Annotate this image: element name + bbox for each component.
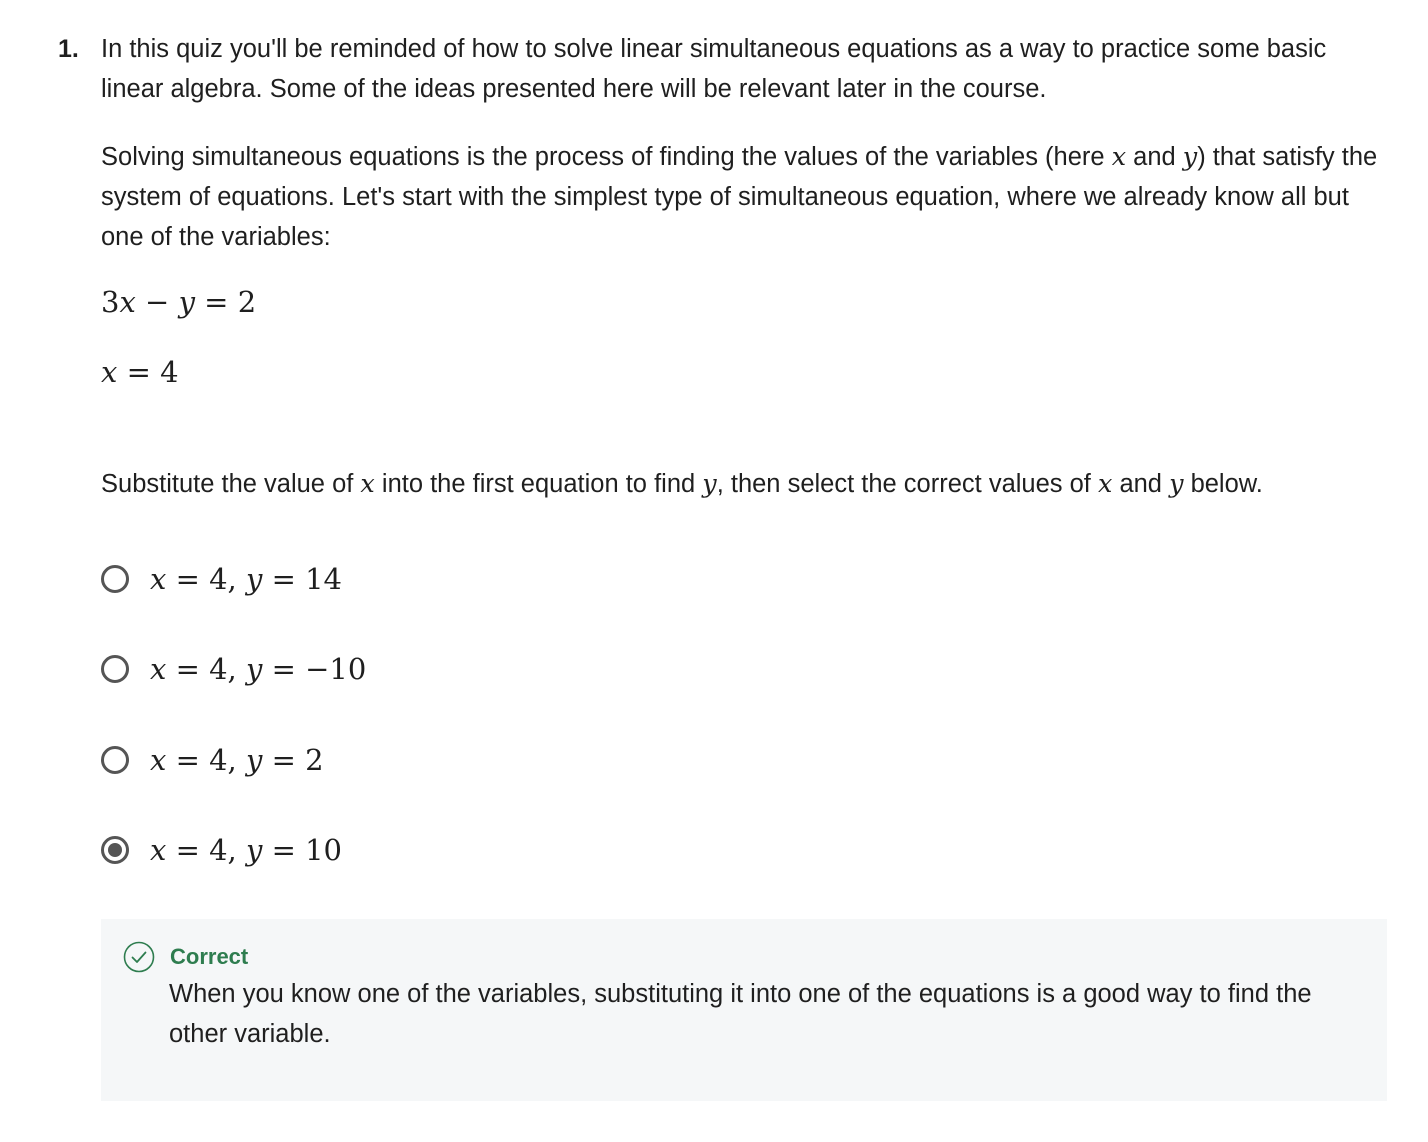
- question-number: 1.: [58, 35, 79, 63]
- var-x: x: [1097, 469, 1113, 499]
- instruction-text-d: and: [1112, 470, 1170, 498]
- eq1-rhs: = 2: [194, 285, 257, 319]
- feedback-status: Correct: [170, 944, 249, 969]
- answer-option-1[interactable]: [101, 557, 342, 601]
- instruction-text-e: below.: [1183, 470, 1263, 498]
- instruction-text-b: into the first equation to find: [374, 470, 703, 498]
- explanation-text-c: ) that satisfy the system of equations. Let's start with the simplest type of simultaneous equation, where we already know all but one of the variables:: [101, 143, 1378, 251]
- answer-option-2[interactable]: [101, 647, 366, 691]
- radio-button[interactable]: [101, 655, 129, 683]
- option-label: x = 4, y = 2: [150, 743, 324, 777]
- question-intro: In this quiz you'll be reminded of how to solve linear simultaneous equations as a way to practice some basic linear algebra. Some of the ideas presented here will be relevant later in the course.: [101, 35, 1327, 103]
- explanation-text-a: Solving simultaneous equations is the process of finding the values of the variables (here: [101, 143, 1112, 171]
- var-x: x: [360, 469, 375, 499]
- answer-option-4[interactable]: [101, 828, 342, 872]
- check-circle-icon: [123, 941, 155, 973]
- eq2-x: x: [101, 355, 118, 389]
- var-x: x: [1111, 142, 1127, 172]
- radio-button[interactable]: [101, 565, 129, 593]
- var-y: y: [1169, 469, 1184, 499]
- eq1-coef: 3: [101, 285, 120, 319]
- eq1-x: x: [119, 285, 136, 319]
- answer-option-3[interactable]: [101, 738, 324, 782]
- feedback-box: [101, 919, 1387, 1101]
- equation-2: [101, 352, 179, 392]
- radio-button-selected[interactable]: [101, 836, 129, 864]
- eq1-y: y: [178, 285, 195, 319]
- instruction-text-c: , then select the correct values of: [716, 470, 1098, 498]
- question-instruction: [101, 464, 1391, 504]
- var-y: y: [702, 469, 717, 499]
- option-label: x = 4, y = 14: [150, 562, 343, 596]
- instruction-text-a: Substitute the value of: [101, 470, 361, 498]
- feedback-message: When you know one of the variables, substituting it into one of the equations is a good way to find the other variable.: [169, 980, 1312, 1048]
- option-label: x = 4, y = 10: [150, 833, 343, 867]
- var-y: y: [1182, 142, 1198, 172]
- eq1-minus: −: [135, 285, 179, 319]
- eq2-rhs: = 4: [117, 355, 179, 389]
- explanation-text-b: and: [1126, 143, 1183, 171]
- radio-button[interactable]: [101, 746, 129, 774]
- equation-1: [101, 282, 256, 322]
- option-label: x = 4, y = −10: [150, 652, 367, 686]
- question-explanation: [101, 137, 1391, 257]
